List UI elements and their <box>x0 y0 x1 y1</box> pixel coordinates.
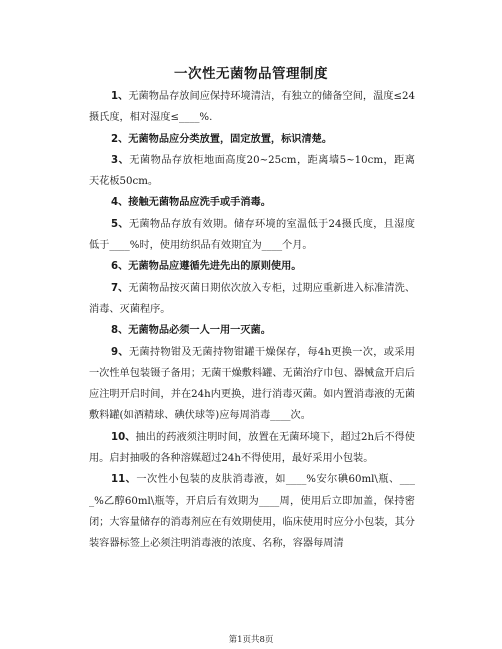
paragraph-text: 抽出的药液须注明时间，放置在无菌环境下，超过2h后不得使用。启封抽吸的各种溶媒超过24h不得使用，最好采用小包装。 <box>89 431 415 465</box>
paragraph-text: 无菌持物钳及无菌持物钳罐干燥保存，每4h更换一次，或采用一次性单包装镊子备用；无菌干燥敷料罐、无菌治疗巾包、器械盒开启后应注明开启时间，并在24h内更换，进行消毒灭菌。如内置消毒液的无菌敷料罐(如酒精球、碘伏球等)应每周消毒____次。 <box>89 346 415 422</box>
paragraph-5 <box>89 214 415 257</box>
page-footer: 第1页共8页 <box>228 635 274 645</box>
paragraph-text: 无菌物品按灭菌日期依次放入专柜，过期应重新进入标准清洗、消毒、灭菌程序。 <box>89 282 416 315</box>
paragraph-text: 无菌物品必须一人一用一灭菌。 <box>128 325 271 337</box>
paragraph-number: 2、 <box>111 133 129 145</box>
paragraph-6 <box>89 256 415 277</box>
paragraph-text: 接触无菌物品应洗手或手消毒。 <box>128 197 271 209</box>
paragraph-10 <box>89 427 415 470</box>
document-body <box>89 86 415 555</box>
paragraph-number: 7、 <box>111 282 129 294</box>
paragraph-1 <box>89 86 415 129</box>
document-title: 一次性无菌物品管理制度 <box>174 66 328 82</box>
paragraph-number: 4、 <box>111 197 129 209</box>
paragraph-text: 无菌物品存放有效期。储存环境的室温低于24摄氏度，且湿度低于____%时，使用纺织品有效期宜为____个月。 <box>89 218 415 252</box>
paragraph-7 <box>89 278 415 321</box>
paragraph-number: 11、 <box>111 474 137 486</box>
paragraph-number: 9、 <box>111 346 129 358</box>
paragraph-11 <box>89 469 415 554</box>
paragraph-number: 8、 <box>111 325 129 337</box>
paragraph-text: 无菌物品应遵循先进先出的原则使用。 <box>128 261 302 273</box>
paragraph-number: 3、 <box>111 154 130 166</box>
paragraph-3 <box>89 150 415 193</box>
paragraph-text: 无菌物品应分类放置，固定放置，标识清楚。 <box>128 133 333 145</box>
paragraph-9 <box>89 342 415 427</box>
paragraph-text: 一次性小包装的皮肤消毒液，如____%安尔碘60ml\瓶、____%乙醇60ml\瓶等，开启后有效期为____周，使用后立即加盖，保持密闭；大容量储存的消毒剂应在有效期使用，临床使用时应分小包装，其分装容器标签上必须注明消毒液的浓度、名称，容器每周清 <box>89 474 415 550</box>
paragraph-4 <box>89 192 415 213</box>
paragraph-number: 5、 <box>111 218 129 230</box>
paragraph-8 <box>89 320 415 341</box>
paragraph-2 <box>89 129 415 150</box>
paragraph-number: 1、 <box>111 91 129 102</box>
paragraph-number: 6、 <box>111 261 129 273</box>
paragraph-number: 10、 <box>111 431 136 443</box>
paragraph-text: 无菌物品存放柜地面高度20~25cm，距离墙5~10cm，距离天花板50cm。 <box>89 154 415 188</box>
paragraph-text: 无菌物品存放间应保持环境清洁，有独立的储备空间，温度≤24摄氏度，相对湿度≤____%. <box>89 91 416 124</box>
